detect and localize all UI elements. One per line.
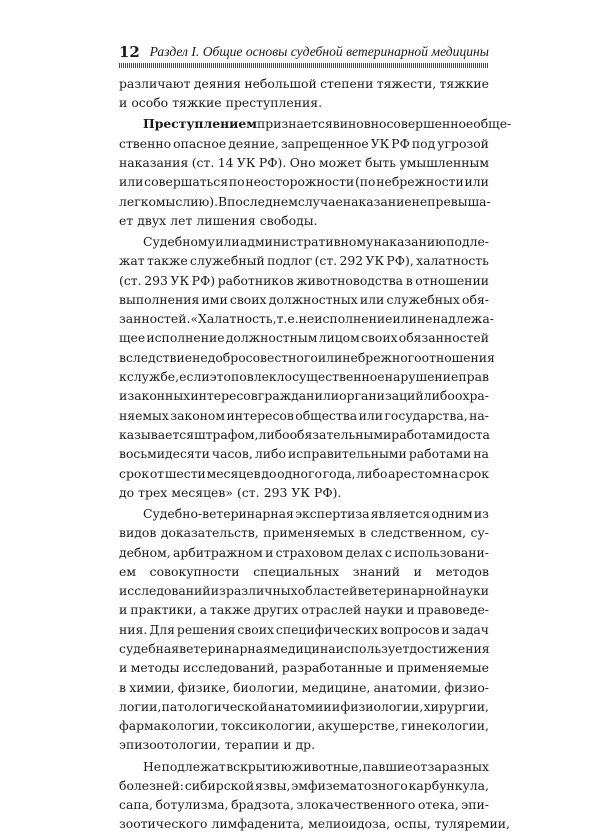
paragraph [119, 232, 495, 502]
paragraph [119, 757, 510, 834]
running-title: Раздел I. Общие основы судебной ветеринарной медицины [149, 44, 489, 59]
header-rule [119, 63, 489, 68]
text-line: ственно опасное деяние, запрещенное УК РФ под угрозой [119, 135, 489, 151]
text-line: восьмидесяти часов, либо исправительными работами на [119, 446, 489, 462]
text-line: в химии, физике, биологии, медицине, анатомии, физио- [119, 679, 489, 695]
text-line: Преступлением признается виновно совершенное обще- [143, 116, 512, 132]
text-line: занностей. «Халатность, т. е. неисполнение или ненадлежа- [119, 311, 494, 327]
text-line: и практики, а также других отраслей науки и правоведе- [119, 602, 489, 618]
paragraph [119, 114, 512, 230]
text-line: Судебному или административному наказанию подле- [143, 233, 489, 249]
body-text [119, 74, 512, 834]
bold-term: Преступлением [143, 116, 257, 132]
text-line: жат также служебный подлог (ст. 292 УК РФ), халатность [119, 253, 489, 269]
text-line: к службе, если это повлекло существенное нарушение прав [119, 369, 489, 385]
text-line: и методы исследований, разработанные и применяемые [119, 660, 489, 676]
text-line: и особо тяжкие преступления. [119, 95, 323, 111]
paragraph [119, 504, 489, 755]
text-line: фармакологии, токсикологии, акушерстве, гинекологии, [119, 718, 489, 734]
text-line: и законных интересов граждан или организаций либо охра- [119, 388, 489, 404]
text-line: дебном, арбитражном и страховом делах с использовани- [119, 544, 489, 560]
text-line: судебная ветеринарная медицина использует достижения [119, 641, 490, 656]
text-line: исследований из различных областей ветеринарной науки [119, 583, 489, 599]
text-line: щее исполнение должностным лицом своих обязанностей [119, 330, 489, 346]
text-line: видов доказательств, применяемых в следственном, су- [119, 525, 489, 541]
text-line: вследствие недобросовестного или небрежного отношения [119, 349, 495, 365]
text-line: логии, патологической анатомии и физиологии, хирургии, [119, 698, 489, 714]
text-line: эпизоотологии, терапии и др. [119, 737, 316, 753]
text-line: Судебно-ветеринарная экспертиза является одним из [143, 505, 489, 521]
paragraph [119, 74, 489, 113]
page-header [119, 42, 489, 64]
text-line: казывается штрафом, либо обязательными работами до ста [119, 426, 490, 442]
page-number: 12 [119, 43, 140, 61]
text-line: ет двух лет лишения свободы. [119, 212, 318, 228]
text-line: болезней: сибирской язвы, эмфизематозного карбункула, [119, 777, 489, 793]
text-line: или совершаться по неосторожности (по небрежности или [119, 174, 489, 190]
text-line: сапа, ботулизма, брадзота, злокачественного отека, эпи- [119, 797, 489, 813]
text-line: ния. Для решения своих специфических вопросов и задач [119, 621, 489, 637]
text-line: зоотического лимфаденита, мелиоидоза, оспы, туляремии, [119, 816, 510, 832]
text-line: срок от шести месяцев до одного года, либо арестом на срок [119, 465, 489, 481]
text-line: различают деяния небольшой степени тяжести, тяжкие [119, 76, 489, 91]
text-line: легкомыслию). В последнем случае наказание не превыша- [119, 193, 491, 209]
text-line: (ст. 293 УК РФ) работников животноводства в отношении [119, 272, 489, 288]
text-line: наказания (ст. 14 УК РФ). Оно может быть умышленным [119, 154, 489, 170]
text-line: няемых законом интересов общества или государства, на- [119, 407, 489, 423]
text-line: Не подлежат вскрытию животные, павшие от заразных [143, 758, 489, 774]
text-line: выполнения ими своих должностных или служебных обя- [119, 291, 489, 307]
text-line: до трех месяцев» (ст. 293 УК РФ). [119, 484, 342, 500]
text-line: ем совокупности специальных знаний и методов [119, 563, 489, 579]
